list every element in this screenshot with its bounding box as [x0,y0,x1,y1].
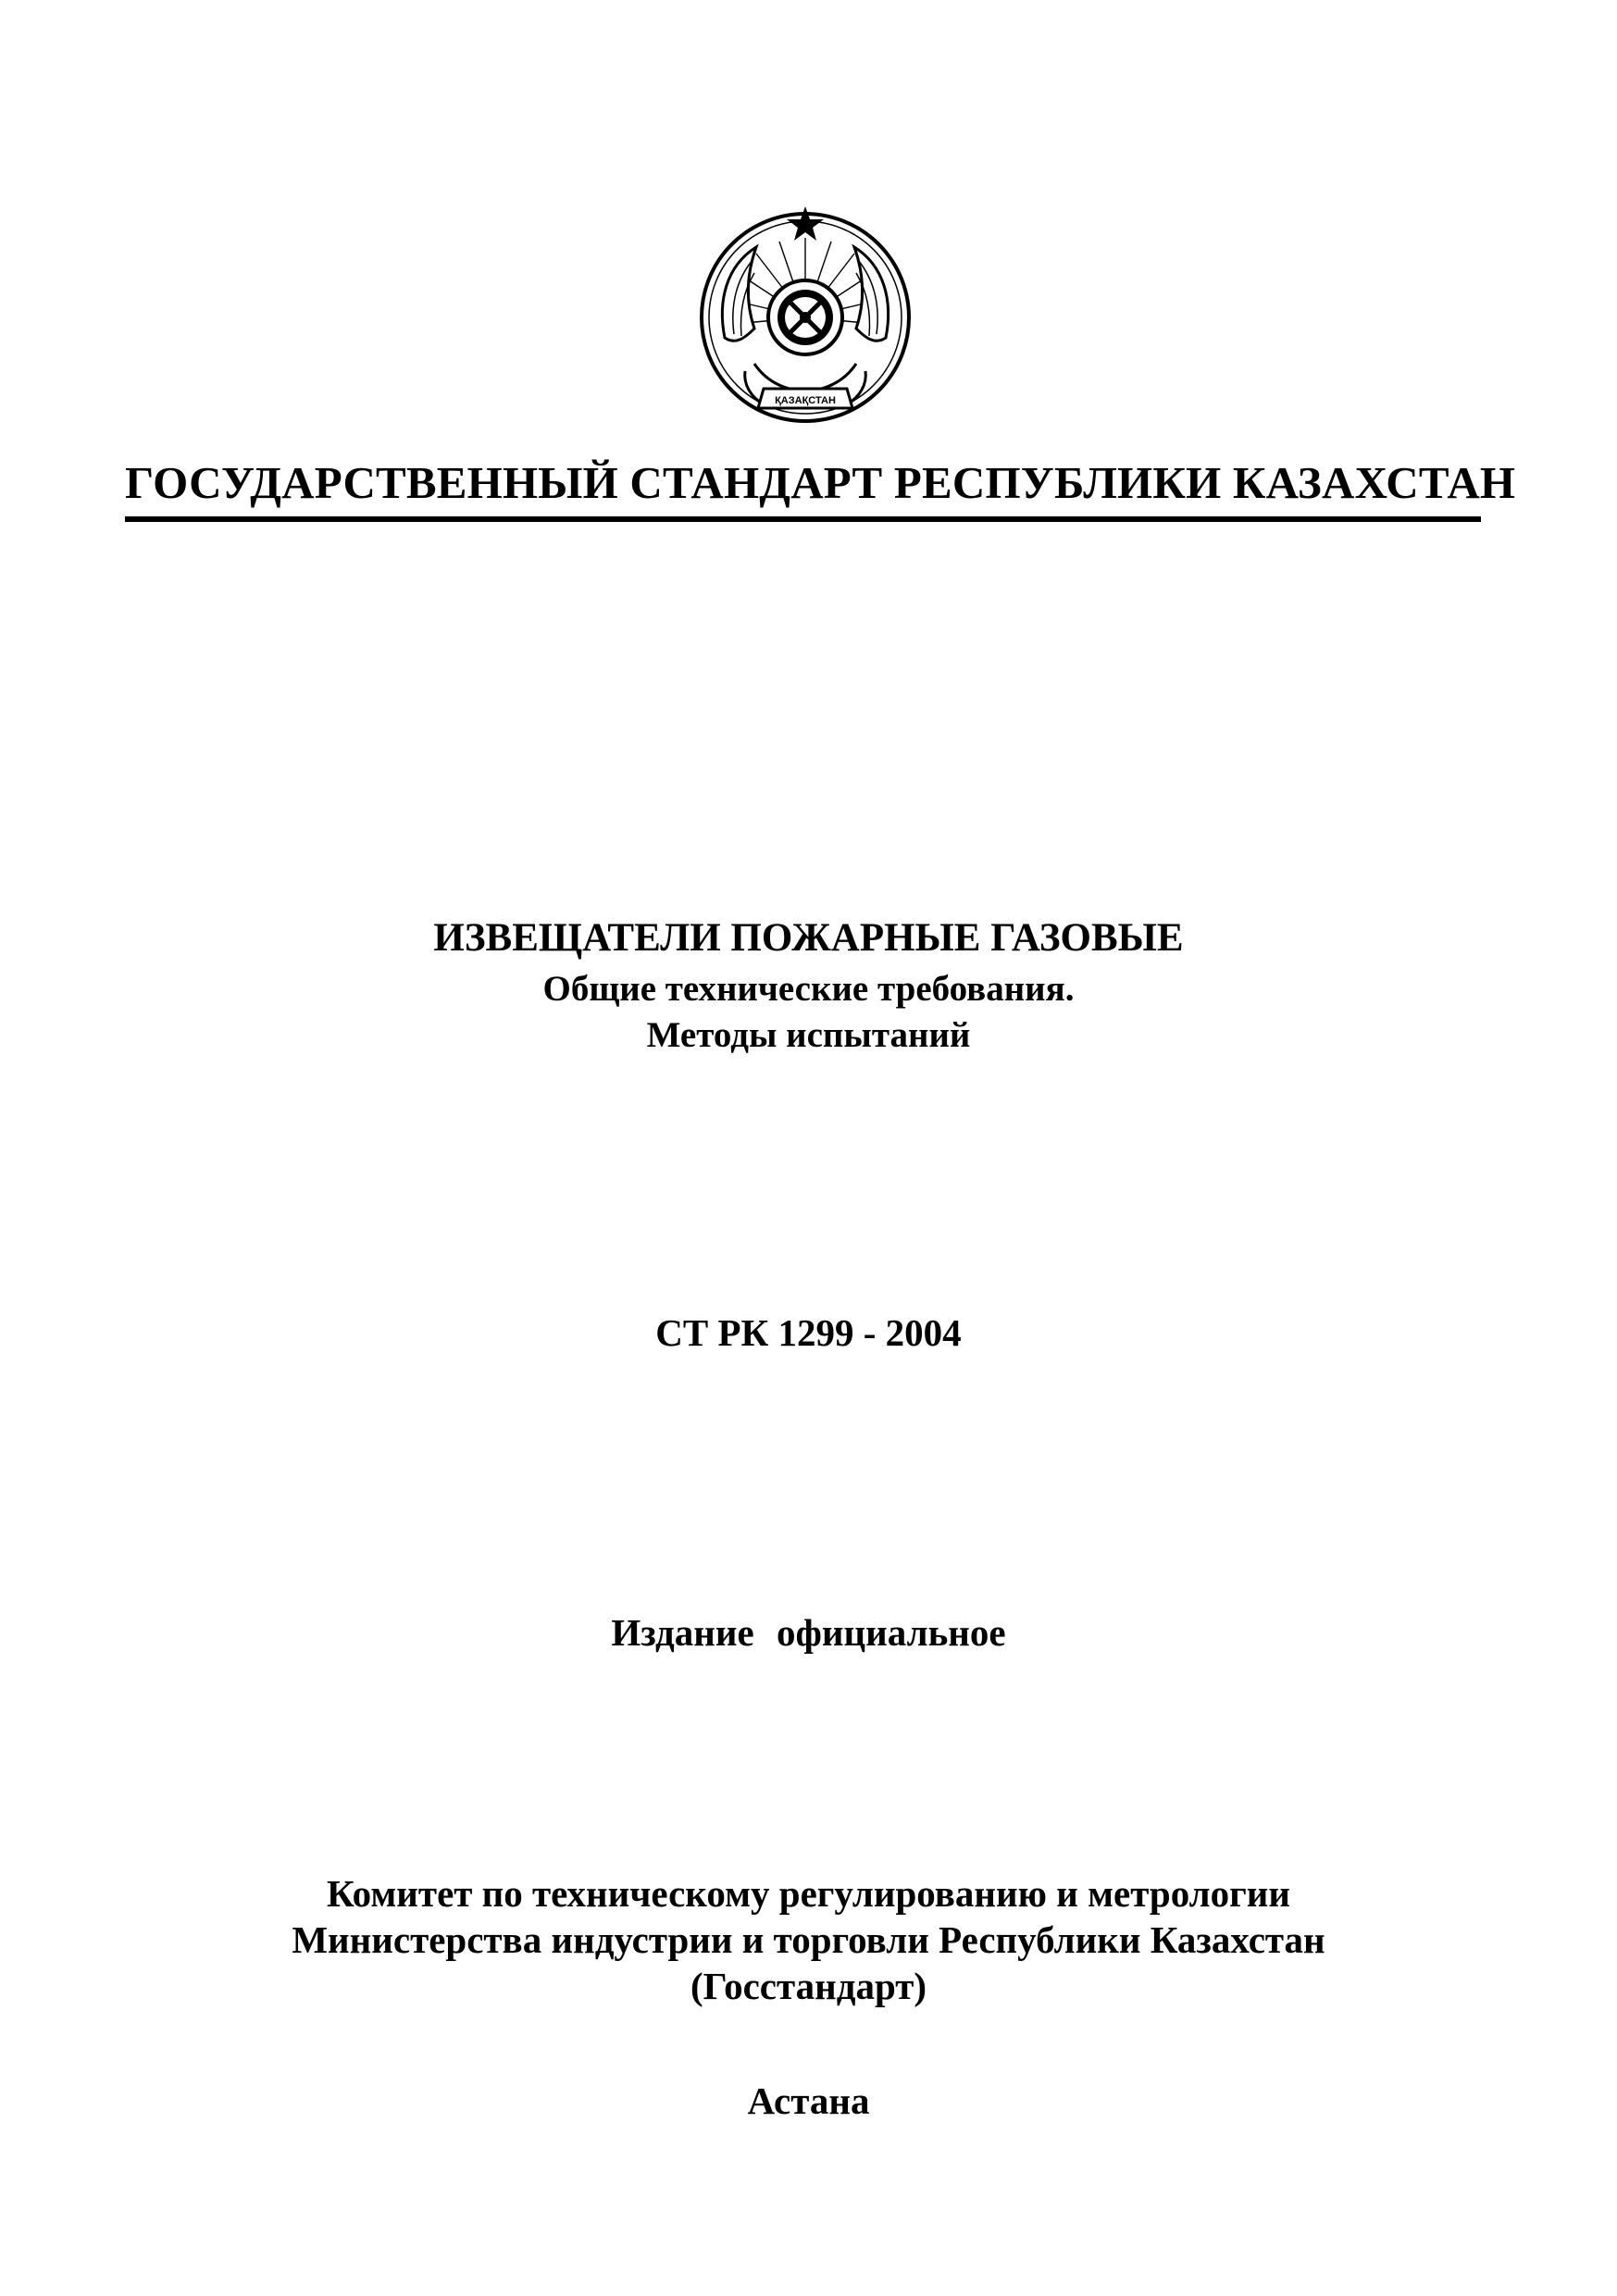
publisher-line3: (Госстандарт) [690,1965,927,2007]
document-subtitle-line2: Методы испытаний [646,1015,971,1055]
standard-designation: СТ РК 1299 - 2004 [655,1311,962,1354]
header-underline [125,516,1481,522]
document-title: ИЗВЕЩАТЕЛИ ПОЖАРНЫЕ ГАЗОВЫЕ [433,916,1184,960]
standard-header-title: ГОСУДАРСТВЕННЫЙ СТАНДАРТ РЕСПУБЛИКИ КАЗАХСТАН [125,457,1516,508]
edition-word2: официальное [776,1611,1006,1654]
emblem-inscription: ҚАЗАҚСТАН [775,395,836,406]
publisher-line2: Министерства индустрии и торговли Республики Казахстан [292,1918,1325,1961]
document-subtitle-line1: Общие технические требования. [542,969,1075,1009]
publication-city: Астана [747,2079,870,2122]
edition-word1: Издание [611,1611,754,1654]
publisher-line1: Комитет по техническому регулированию и метрологии [326,1872,1291,1915]
edition-label [93,1608,1524,1657]
state-emblem-icon [690,199,921,430]
